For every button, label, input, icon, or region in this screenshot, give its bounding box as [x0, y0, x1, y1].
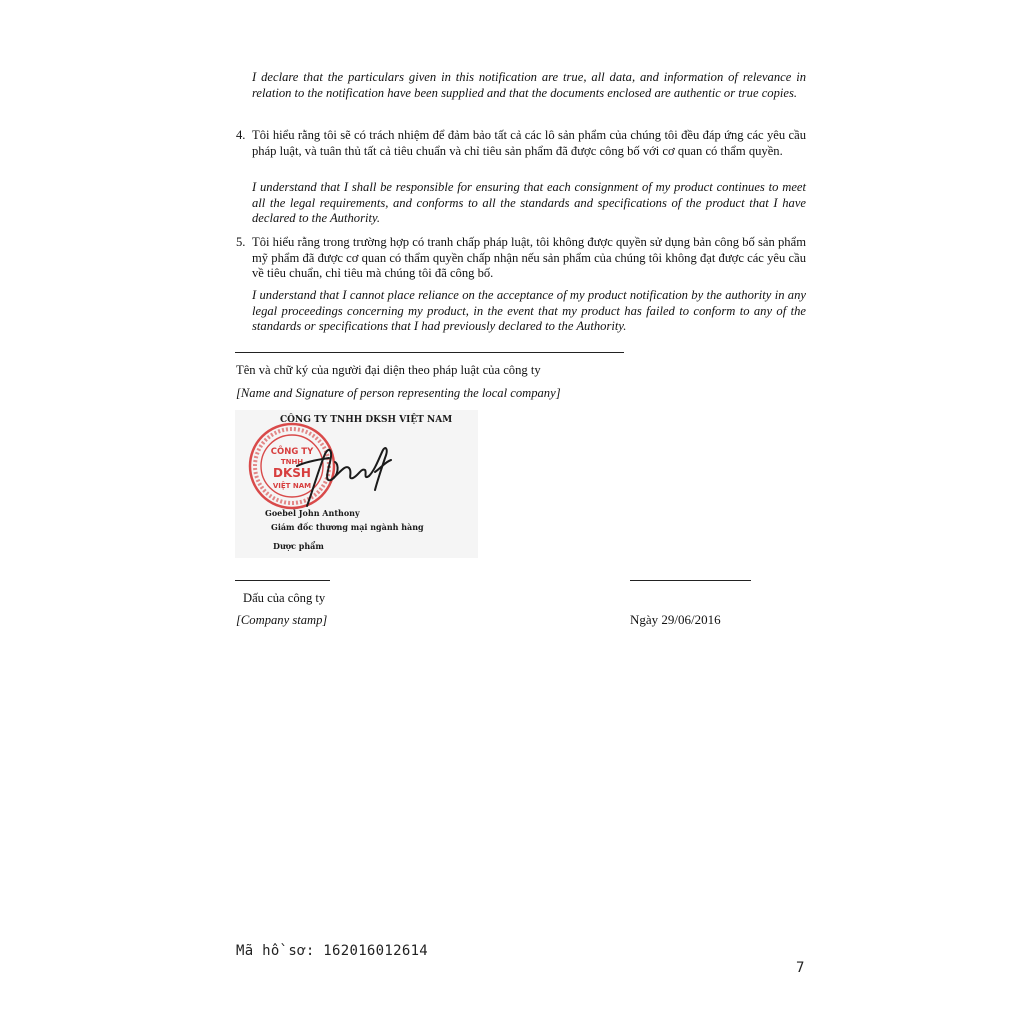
signer-name: Goebel John Anthony	[265, 508, 360, 518]
company-seal-and-signature	[235, 410, 478, 558]
file-code: Mã hồ sơ: 162016012614	[236, 943, 429, 959]
company-stamp-line	[235, 580, 330, 581]
date-line	[630, 580, 751, 581]
seal-line-2: TNHH	[280, 458, 304, 466]
signature-label-en: [Name and Signature of person representing the local company]	[236, 386, 561, 400]
item-4-number: 4.	[236, 128, 246, 142]
signer-title-2: Dược phẩm	[273, 541, 324, 551]
page-number: 7	[796, 960, 805, 976]
signature-separator-line	[235, 352, 624, 353]
declaration-en-text: I declare that the particulars given in this notification are true, all data, and information of relevance in relation to the notification have been supplied and that the documents enclosed are authentic or true copies.	[252, 70, 806, 100]
seal-line-4: VIỆT NAM	[272, 482, 312, 490]
company-stamp-label-vi: Dấu của công ty	[243, 591, 326, 605]
company-stamp-label-en: [Company stamp]	[236, 613, 328, 627]
stamp-signature-image	[235, 410, 478, 558]
item-5-en-text: I understand that I cannot place reliance on the acceptance of my product notification by the authority in any legal proceedings concerning my product, in the event that my product has failed to conform to any of the standards or specifications that I had previously declared to the Authority.	[252, 288, 806, 334]
item-4-vi-text: Tôi hiểu rằng tôi sẽ có trách nhiệm để đảm bảo tất cả các lô sản phẩm của chúng tôi đều đáp ứng các yêu cầu pháp luật, và tuân thủ tất cả tiêu chuẩn và chỉ tiêu sản phẩm đã được công bố với cơ quan có thẩm quyền.	[252, 128, 806, 158]
date-label: Ngày 29/06/2016	[630, 612, 721, 627]
signer-title-1: Giám đốc thương mại ngành hàng	[271, 522, 424, 532]
item-5-vi-text: Tôi hiểu rằng trong trường hợp có tranh chấp pháp luật, tôi không được quyền sử dụng bản công bố sản phẩm mỹ phẩm đã được cơ quan có thẩm quyền chấp nhận nếu sản phẩm của chúng tôi không đạt được các yêu cầu về tiêu chuẩn, chỉ tiêu mà chúng tôi đã công bố.	[252, 235, 806, 281]
seal-line-1: CÔNG TY	[270, 447, 314, 457]
item-4-en-text: I understand that I shall be responsible for ensuring that each consignment of my product continues to meet all the legal requirements, and conforms to all the standards and specifications of the product that I have declared to the Authority.	[252, 180, 806, 226]
item-5-number: 5.	[236, 235, 246, 249]
stamp-company-header: CÔNG TY TNHH DKSH VIỆT NAM	[280, 415, 453, 425]
signature-label-vi: Tên và chữ ký của người đại diện theo pháp luật của công ty	[236, 363, 541, 377]
seal-line-3: DKSH	[273, 466, 311, 480]
